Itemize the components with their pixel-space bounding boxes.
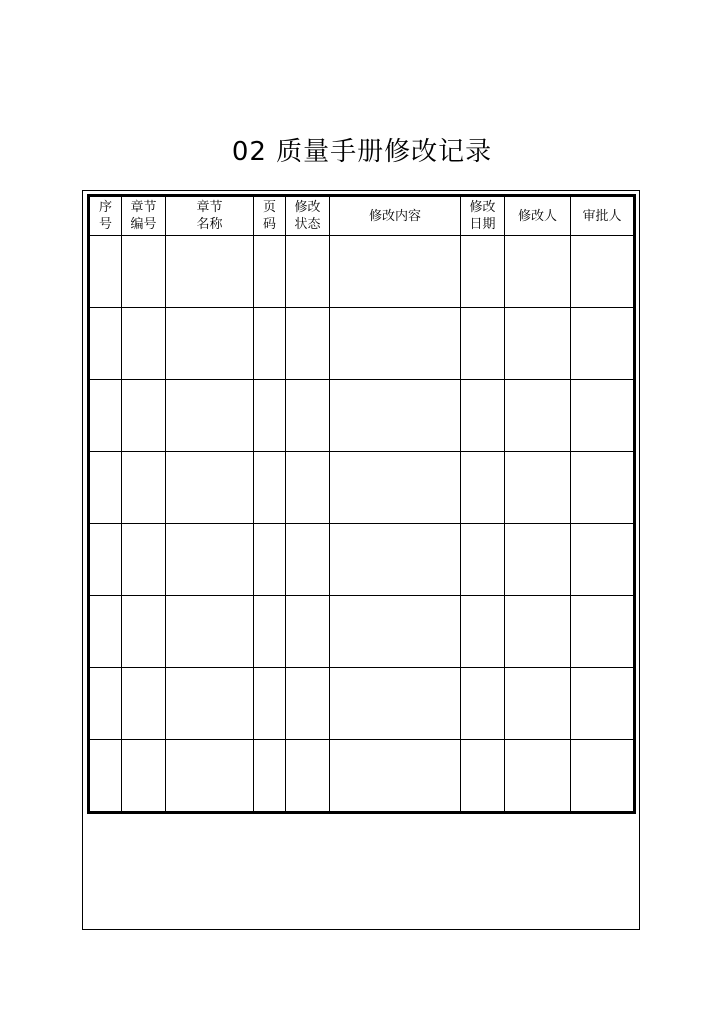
header-revision-content-line-1: 修改内容	[368, 208, 421, 224]
header-reviser-line-1: 修改人	[517, 208, 557, 224]
table-cell	[89, 524, 122, 596]
table-cell	[461, 236, 505, 308]
table-row	[89, 236, 635, 308]
table-cell	[461, 668, 505, 740]
header-seq	[89, 196, 122, 236]
table-cell	[286, 452, 330, 524]
header-revision-date-line-2: 日期	[469, 217, 496, 232]
header-chapter-name-line-1: 章节	[196, 200, 223, 215]
table-cell	[166, 380, 254, 452]
table-cell	[286, 308, 330, 380]
table-row	[89, 380, 635, 452]
header-page-number-line-1: 页	[262, 200, 276, 215]
table-cell	[254, 596, 286, 668]
table-cell	[330, 452, 461, 524]
table-row	[89, 452, 635, 524]
table-cell	[461, 524, 505, 596]
table-cell	[505, 740, 571, 813]
header-revision-status	[286, 196, 330, 236]
table-cell	[122, 308, 166, 380]
table-cell	[505, 236, 571, 308]
table-cell	[89, 308, 122, 380]
header-revision-status-line-1: 修改	[294, 200, 321, 215]
table-cell	[461, 740, 505, 813]
table-cell	[571, 596, 635, 668]
table-cell	[505, 452, 571, 524]
header-reviser	[505, 196, 571, 236]
table-cell	[286, 740, 330, 813]
table-cell	[166, 452, 254, 524]
table-cell	[122, 452, 166, 524]
table-cell	[461, 596, 505, 668]
table-cell	[122, 524, 166, 596]
header-chapter-number	[122, 196, 166, 236]
table-cell	[122, 596, 166, 668]
table-cell	[254, 740, 286, 813]
table-cell	[286, 596, 330, 668]
header-revision-content	[330, 196, 461, 236]
header-chapter-name	[166, 196, 254, 236]
table-cell	[330, 380, 461, 452]
table-cell	[166, 596, 254, 668]
header-seq-line-1: 序	[98, 200, 112, 215]
table-cell	[166, 308, 254, 380]
table-row	[89, 740, 635, 813]
table-cell	[122, 668, 166, 740]
table-cell	[254, 452, 286, 524]
table-cell	[461, 308, 505, 380]
table-header-row	[89, 196, 635, 236]
table-cell	[166, 524, 254, 596]
table-row	[89, 668, 635, 740]
table-cell	[461, 452, 505, 524]
table-cell	[286, 668, 330, 740]
table-cell	[166, 236, 254, 308]
table-cell	[254, 236, 286, 308]
table-cell	[461, 380, 505, 452]
table-cell	[166, 668, 254, 740]
table-cell	[89, 596, 122, 668]
table-cell	[505, 524, 571, 596]
table-cell	[89, 452, 122, 524]
table-cell	[330, 596, 461, 668]
page-title: 02 质量手册修改记录	[231, 137, 493, 167]
revision-record-table	[87, 194, 636, 814]
table-cell	[254, 308, 286, 380]
table-cell	[122, 236, 166, 308]
header-chapter-number-line-2: 编号	[130, 217, 157, 232]
header-revision-date	[461, 196, 505, 236]
table-cell	[571, 308, 635, 380]
table-cell	[122, 380, 166, 452]
table-cell	[330, 668, 461, 740]
table-cell	[571, 380, 635, 452]
table-cell	[330, 236, 461, 308]
table-cell	[571, 740, 635, 813]
table-cell	[286, 524, 330, 596]
table-cell	[505, 596, 571, 668]
table-cell	[505, 380, 571, 452]
header-chapter-name-line-2: 名称	[196, 217, 223, 232]
table-cell	[505, 668, 571, 740]
header-revision-date-line-1: 修改	[469, 200, 496, 215]
table-cell	[89, 236, 122, 308]
header-chapter-number-line-1: 章节	[130, 200, 157, 215]
header-revision-status-line-2: 状态	[294, 217, 321, 232]
table-cell	[254, 524, 286, 596]
table-cell	[89, 380, 122, 452]
table-cell	[571, 524, 635, 596]
table-cell	[286, 380, 330, 452]
table-row	[89, 524, 635, 596]
table-cell	[166, 740, 254, 813]
header-page-number	[254, 196, 286, 236]
table-row	[89, 596, 635, 668]
table-cell	[330, 524, 461, 596]
table-cell	[89, 740, 122, 813]
header-page-number-line-2: 码	[262, 217, 276, 232]
table-cell	[89, 668, 122, 740]
table-cell	[254, 668, 286, 740]
table-body	[89, 236, 635, 813]
table-cell	[286, 236, 330, 308]
header-approver-line-1: 审批人	[582, 208, 622, 224]
header-approver	[571, 196, 635, 236]
table-cell	[571, 668, 635, 740]
header-seq-line-2: 号	[98, 217, 112, 232]
table-cell	[122, 740, 166, 813]
table-row	[89, 308, 635, 380]
table-cell	[571, 452, 635, 524]
table-cell	[330, 740, 461, 813]
table-cell	[505, 308, 571, 380]
table-cell	[571, 236, 635, 308]
table-cell	[330, 308, 461, 380]
table-cell	[254, 380, 286, 452]
